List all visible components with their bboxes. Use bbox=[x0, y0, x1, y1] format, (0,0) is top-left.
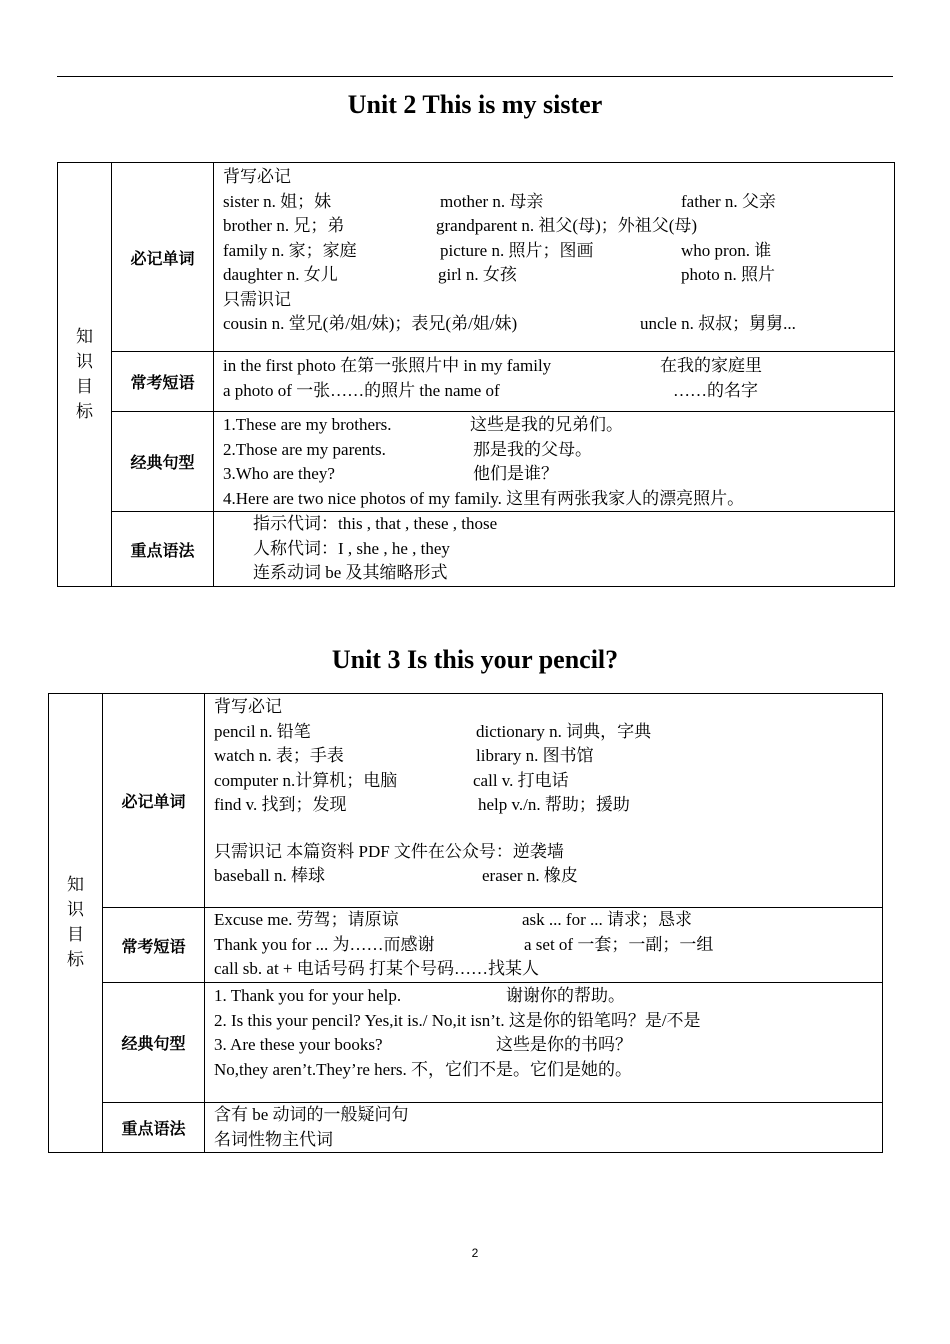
grammar-line: 指示代词：this , that , these , those bbox=[253, 514, 498, 533]
must-write-label: 背写必记 bbox=[214, 697, 282, 716]
phrases-content bbox=[205, 908, 883, 983]
unit2-table bbox=[57, 162, 895, 587]
sentence-row: 2.Those are my parents. 那是我的父母。 bbox=[223, 439, 592, 459]
sentence-row: 3. Are these your books? 这些是你的书吗？ bbox=[214, 1035, 632, 1054]
phrase-row: Excuse me. 劳驾；请原谅 ask ... for ... 请求；恳求 bbox=[214, 910, 692, 929]
vocab-row: sister n. 姐；妹 mother n. 母亲 father n. 父亲 bbox=[223, 191, 776, 211]
grammar-content bbox=[205, 1103, 883, 1153]
grammar-line: 含有 be 动词的一般疑问句 bbox=[214, 1105, 409, 1124]
sentences-category: 经典句型 bbox=[112, 412, 214, 512]
sentences-category: 经典句型 bbox=[103, 983, 205, 1103]
vocab-row: computer n.计算机；电脑 call v. 打电话 bbox=[214, 770, 569, 790]
vocab-row: daughter n. 女儿 girl n. 女孩 photo n. 照片 bbox=[223, 265, 775, 284]
sentence-row: 1. Thank you for your help. 谢谢你的帮助。 bbox=[214, 986, 625, 1005]
vocab-content bbox=[214, 163, 895, 352]
vocab-row: brother n. 兄；弟 grandparent n. 祖父(母)；外祖父(母) bbox=[223, 216, 698, 235]
phrase-row: a photo of 一张……的照片 the name of ……的名字 bbox=[223, 380, 758, 400]
unit3-side-label: 知 识 目 标 bbox=[49, 694, 103, 1153]
vocab-content bbox=[205, 694, 883, 908]
grammar-line: 连系动词 be 及其缩略形式 bbox=[253, 563, 448, 582]
grammar-category: 重点语法 bbox=[103, 1103, 205, 1153]
vocab-row: family n. 家；家庭 picture n. 照片；图画 who pron. 谁 bbox=[223, 240, 772, 260]
sentences-content bbox=[214, 412, 895, 512]
vocab-row: baseball n. 棒球 eraser n. 橡皮 bbox=[214, 866, 578, 885]
vocab-row: pencil n. 铅笔 dictionary n. 词典，字典 bbox=[214, 721, 652, 741]
recognize-label: 只需识记 bbox=[223, 289, 291, 309]
sentence-row: 2. Is this your pencil? Yes,it is./ No,it isn’t. 这是你的铅笔吗？是/不是 bbox=[214, 1010, 701, 1030]
header-rule bbox=[57, 76, 893, 77]
grammar-line: 名词性物主代词 bbox=[214, 1129, 333, 1149]
sentence-row: 4.Here are two nice photos of my family. 这里有两张我家人的漂亮照片。 bbox=[223, 488, 745, 508]
grammar-content bbox=[214, 512, 895, 587]
phrase-row: call sb. at + 电话号码 打某个号码……找某人 bbox=[214, 959, 540, 978]
vocab-category: 必记单词 bbox=[112, 163, 214, 352]
unit3-title: Unit 3 Is this your pencil? bbox=[331, 645, 619, 674]
phrases-content bbox=[214, 352, 895, 412]
vocab-row: find v. 找到；发现 help v./n. 帮助；援助 bbox=[214, 795, 630, 814]
sentence-row: No,they aren’t.They’re hers. 不，它们不是。它们是她的。 bbox=[214, 1059, 632, 1079]
grammar-category: 重点语法 bbox=[112, 512, 214, 587]
unit2-side-label: 知 识 目 标 bbox=[58, 163, 112, 587]
vocab-row: cousin n. 堂兄(弟/姐/妹)；表兄(弟/姐/妹) uncle n. 叔叔；舅舅... bbox=[223, 314, 796, 333]
recognize-label: 只需识记 本篇资料 PDF 文件在公众号：逆袭墙 bbox=[214, 841, 564, 861]
phrase-row: in the first photo 在第一张照片中 in my family 在我的家庭里 bbox=[223, 356, 762, 375]
unit2-title: Unit 2 This is my sister bbox=[347, 90, 603, 119]
sentence-row: 1.These are my brothers. 这些是我的兄弟们。 bbox=[223, 415, 623, 434]
phrases-category: 常考短语 bbox=[112, 352, 214, 412]
phrases-category: 常考短语 bbox=[103, 908, 205, 983]
sentences-content bbox=[205, 983, 883, 1103]
sentence-row: 3.Who are they? 他们是谁？ bbox=[223, 464, 558, 483]
vocab-row: watch n. 表；手表 library n. 图书馆 bbox=[214, 746, 594, 765]
vocab-category: 必记单词 bbox=[103, 694, 205, 908]
page-number: 2 bbox=[471, 1246, 479, 1260]
must-write-label: 背写必记 bbox=[223, 167, 291, 186]
phrase-row: Thank you for ... 为……而感谢 a set of 一套；一副；一组 bbox=[214, 934, 714, 954]
grammar-line: 人称代词：I , she , he , they bbox=[253, 538, 450, 558]
unit3-table bbox=[48, 693, 883, 1153]
